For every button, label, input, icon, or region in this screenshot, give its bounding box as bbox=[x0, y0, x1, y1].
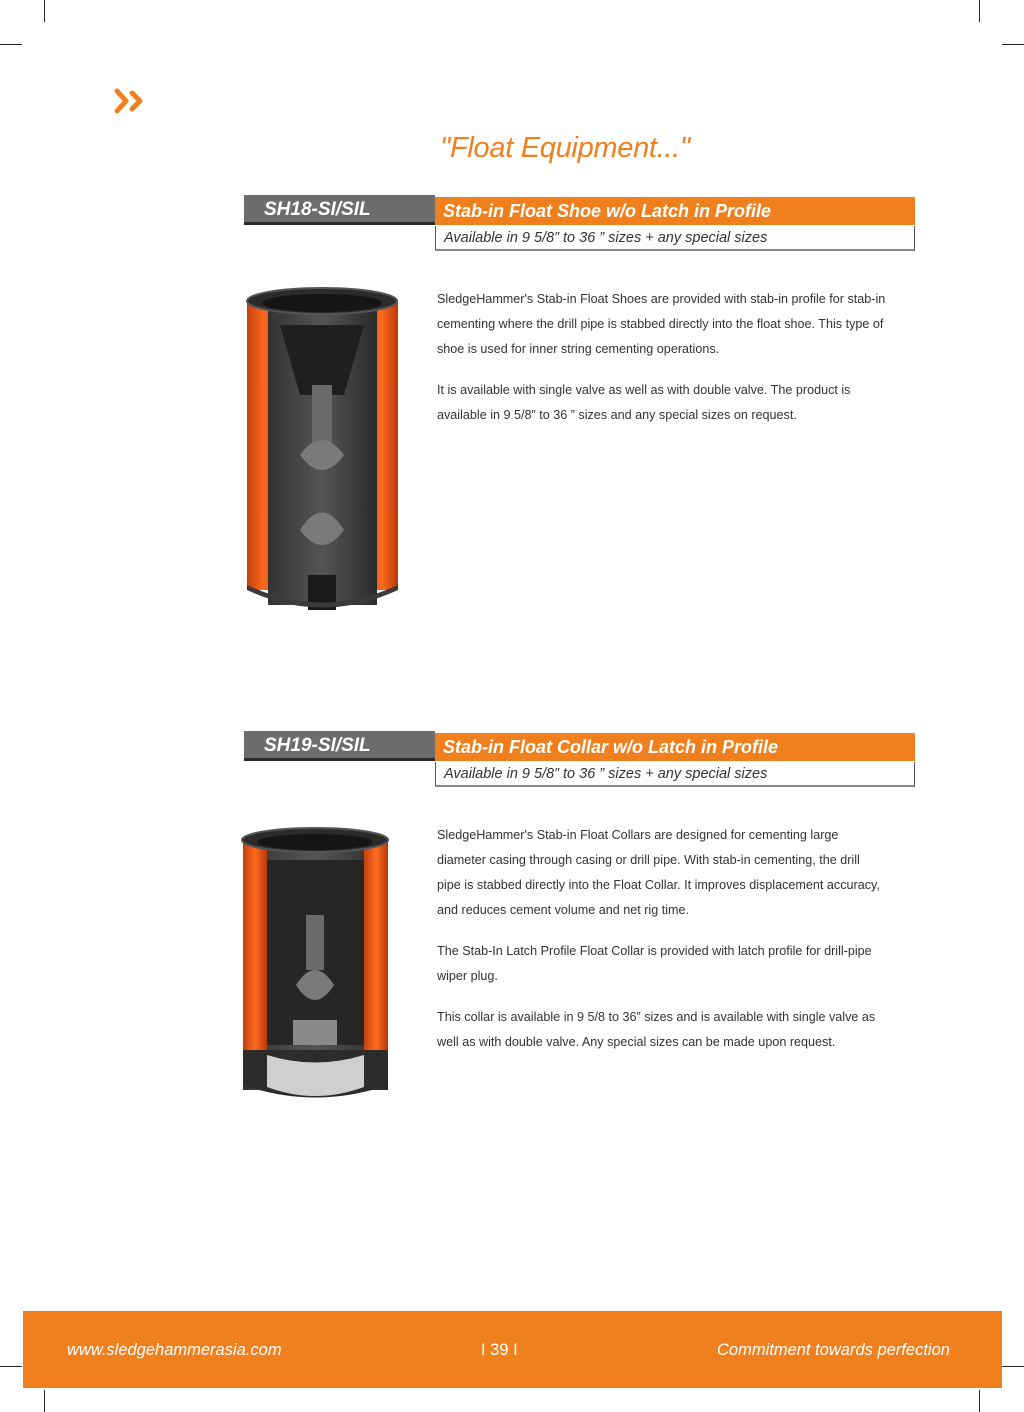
product-description: SledgeHammer's Stab-in Float Collars are designed for cementing large diameter casing through casing or drill pipe. With stab-in cementing, the drill pipe is stabbed directly into the Float Collar. It improves displacement accuracy, and reduces cement volume and net rig time. bbox=[437, 828, 880, 917]
product-availability: Available in 9 5/8” to 36 ” sizes + any special sizes bbox=[435, 226, 915, 251]
page-title: "Float Equipment..." bbox=[440, 132, 690, 164]
crop-mark bbox=[979, 1390, 980, 1412]
product-availability: Available in 9 5/8” to 36 ” sizes + any special sizes bbox=[435, 762, 915, 787]
page-footer bbox=[23, 1311, 1002, 1388]
float-shoe-image bbox=[240, 285, 405, 615]
product-description: This collar is available in 9 5/8 to 36” sizes and is available with single valve as well as with double valve. Any special sizes can be made upon request. bbox=[437, 1010, 876, 1049]
crop-mark bbox=[1002, 44, 1024, 45]
crop-mark bbox=[44, 1390, 45, 1412]
float-collar-image bbox=[238, 825, 393, 1100]
product-code: SH19-SI/SIL bbox=[244, 731, 435, 761]
crop-mark bbox=[0, 1366, 22, 1367]
product-code: SH18-SI/SIL bbox=[244, 195, 435, 225]
crop-mark bbox=[0, 44, 22, 45]
product-description: SledgeHammer's Stab-in Float Shoes are provided with stab-in profile for stab-in cementing where the drill pipe is stabbed directly into the float shoe. This type of shoe is used for inner string cementing operations. bbox=[437, 292, 886, 356]
crop-mark bbox=[44, 0, 45, 22]
crop-mark bbox=[1002, 1366, 1024, 1367]
product-heading: Stab-in Float Shoe w/o Latch in Profile bbox=[435, 197, 915, 225]
footer-page-number: I 39 I bbox=[481, 1341, 518, 1359]
footer-tagline: Commitment towards perfection bbox=[717, 1341, 950, 1359]
footer-website: www.sledgehammerasia.com bbox=[67, 1341, 282, 1359]
product-description: It is available with single valve as well as with double valve. The product is available in 9 5/8” to 36 ” sizes and any special sizes on request. bbox=[437, 383, 851, 422]
product-description: The Stab-In Latch Profile Float Collar is provided with latch profile for drill-pipe wiper plug. bbox=[437, 944, 872, 983]
crop-mark bbox=[979, 0, 980, 22]
double-chevron-icon bbox=[114, 88, 150, 114]
product-heading: Stab-in Float Collar w/o Latch in Profile bbox=[435, 733, 915, 761]
